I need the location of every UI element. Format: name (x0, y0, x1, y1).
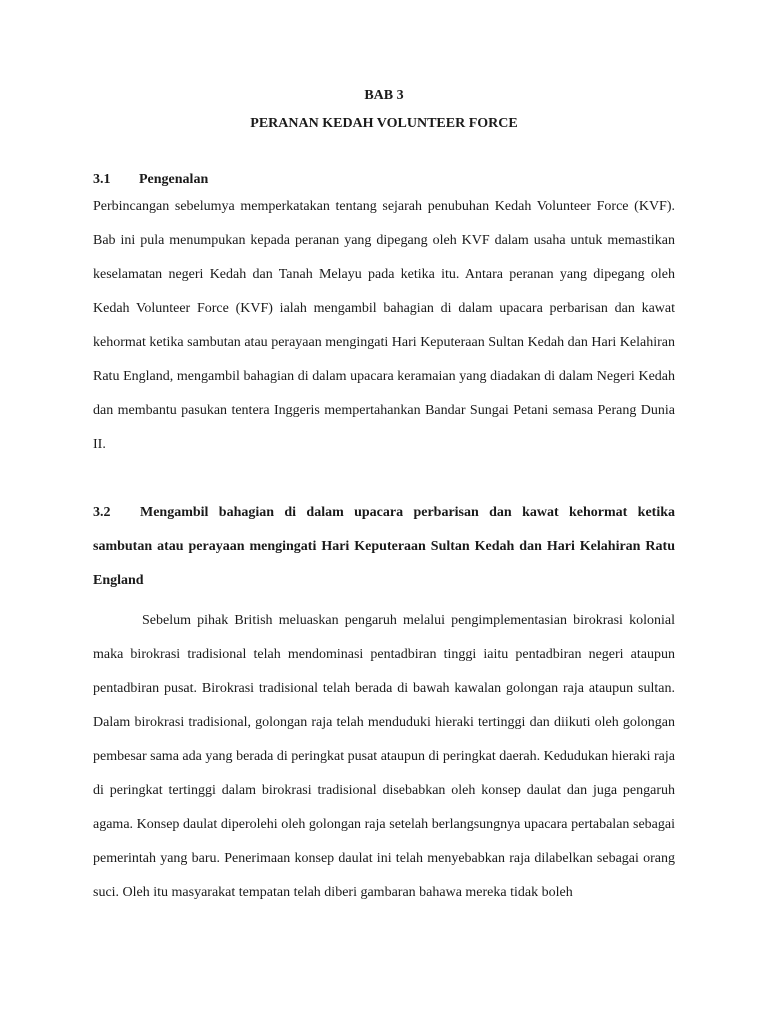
section-heading-3-1 (93, 172, 208, 188)
section-title: Mengambil bahagian di dalam upacara perbarisan dan kawat kehormat ketika sambutan atau perayaan mengingati Hari Keputeraan Sultan Kedah dan Hari Kelahiran Ratu England (93, 505, 675, 588)
section-number: 3.1 (93, 172, 111, 187)
chapter-number: BAB 3 (364, 88, 404, 103)
section-number: 3.2 (93, 505, 111, 520)
section-heading-3-2 (93, 496, 675, 598)
intro-paragraph: Perbincangan sebelumya memperkatakan tentang sejarah penubuhan Kedah Volunteer Force (KVF). Bab ini pula menumpukan kepada peranan yang dipegang oleh KVF dalam usaha untuk memastikan keselamatan negeri Kedah dan Tanah Melayu pada ketika itu. Antara peranan yang dipegang oleh Kedah Volunteer Force (KVF) ialah mengambil bahagian di dalam upacara perbarisan dan kawat kehormat ketika sambutan atau perayaan mengingati Hari Keputeraan Sultan Kedah dan Hari Kelahiran Ratu England, mengambil bahagian di dalam upacara keramaian yang diadakan di dalam Negeri Kedah dan membantu pasukan tentera Inggeris mempertahankan Bandar Sungai Petani semasa Perang Dunia II. (93, 199, 675, 452)
body-paragraph: Sebelum pihak British meluaskan pengaruh melalui pengimplementasian birokrasi kolonial maka birokrasi tradisional telah mendominasi pentadbiran tinggi iaitu pentadbiran negeri ataupun pentadbiran pusat. Birokrasi tradisional telah berada di bawah kawalan golongan raja ataupun sultan. Dalam birokrasi tradisional, golongan raja telah menduduki hieraki tertinggi dan diikuti oleh golongan pembesar sama ada yang berada di peringkat pusat ataupun di peringkat daerah. Kedudukan hieraki raja di peringkat tertinggi dalam birokrasi tradisional disebabkan oleh konsep daulat dan juga pengaruh agama. Konsep daulat diperolehi oleh golongan raja setelah berlangsungnya upacara pertabalan sebagai pemerintah yang baru. Penerimaan konsep daulat ini telah menyebabkan raja dilabelkan sebagai orang suci. Oleh itu masyarakat tempatan telah diberi gambaran bahawa mereka tidak boleh (93, 613, 675, 900)
section-title: Pengenalan (139, 172, 209, 187)
chapter-title: PERANAN KEDAH VOLUNTEER FORCE (250, 116, 518, 131)
